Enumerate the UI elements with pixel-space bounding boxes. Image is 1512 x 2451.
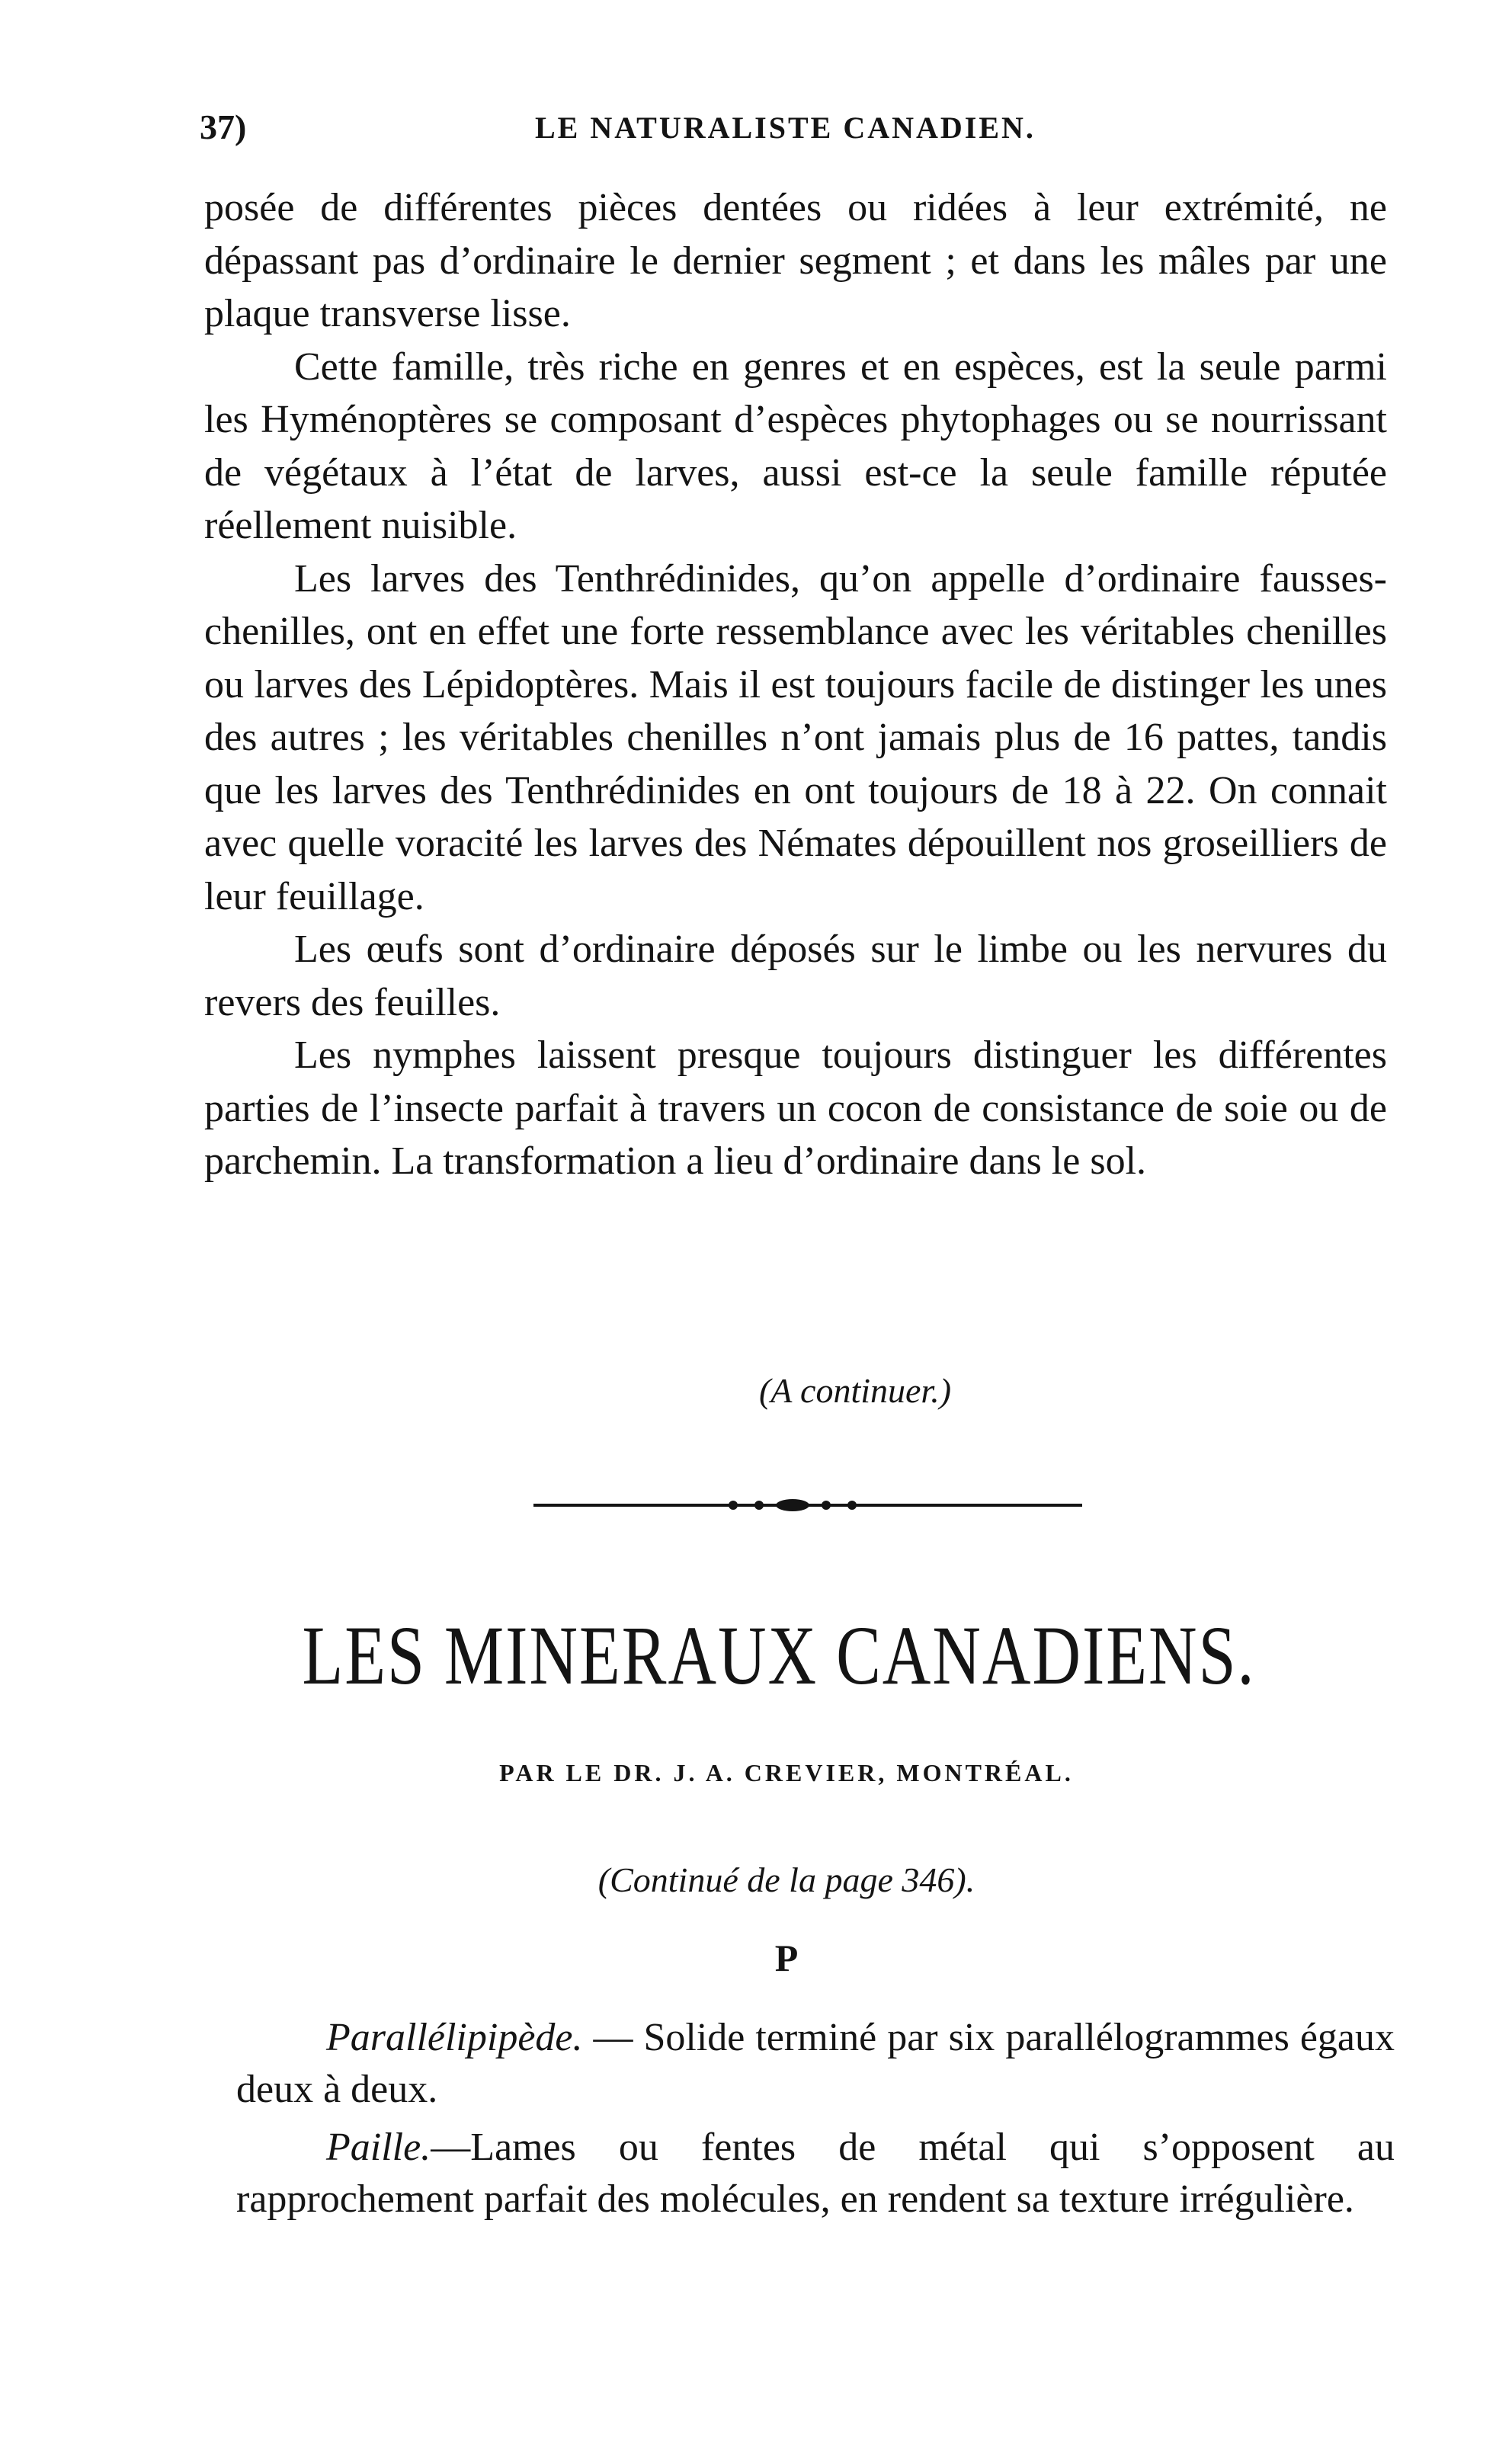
section-letter: P	[774, 1937, 799, 1979]
glossary-entry	[236, 2012, 1395, 2116]
ornamental-divider	[533, 1494, 1082, 1517]
entry-term: Parallélipipède.	[326, 2016, 583, 2059]
running-head: LE NATURALISTE CANADIEN.	[535, 111, 1036, 145]
paragraph: Cette famille, très riche en genres et en espèces, est la seule parmi les Hyménoptères se composant d’espèces phytophages ou se nourrissant de végétaux à l’état de larves, aussi est-ce la seule famille réputée réellement nuisible.	[204, 344, 1387, 547]
article-body	[204, 181, 1387, 1188]
to-be-continued-note	[0, 1370, 1512, 1411]
paragraph: Les larves des Tenthrédinides, qu’on appelle d’ordinaire fausses-chenilles, ont en effet une forte ressemblance avec les véritables chenilles ou larves des Lépidoptères. Mais il est toujours facile de distinger les unes des autres ; les véritables chenilles n’ont jamais plus de 16 pattes, tandis que les larves des Tenthrédinides en ont toujours de 18 à 22. On connait avec quelle voracité les larves des Némates dépouillent nos groseilliers de leur feuillage.	[204, 556, 1387, 918]
glossary-entries	[236, 2012, 1395, 2232]
paragraph: posée de différentes pièces dentées ou ridées à leur extrémité, ne dépassant pas d’ordinaire le dernier segment ; et dans les mâles par une plaque transverse lisse.	[204, 186, 1387, 335]
continued-note-text: (Continué de la page 346).	[597, 1860, 975, 1899]
to-be-continued-text: (A continuer.)	[758, 1371, 952, 1410]
section-title: LES MINERAUX CANADIENS.	[302, 1610, 1256, 1703]
paragraph: Les nymphes laissent presque toujours distinguer les différentes parties de l’insecte parfait à travers un cocon de consistance de soie ou de parchemin. La transformation a lieu d’ordinaire dans le sol.	[204, 1033, 1387, 1183]
entry-definition: — Solide terminé par six parallélogrammes égaux deux à deux.	[236, 2016, 1395, 2111]
page-header	[200, 107, 1389, 152]
continued-note	[0, 1860, 1512, 1900]
author-byline: PAR LE DR. J. A. CREVIER, MONTRÉAL.	[499, 1759, 1074, 1786]
page-number: 37)	[200, 107, 247, 146]
entry-definition: —Lames ou fentes de métal qui s’opposent au rapprochement parfait des molécules, en rendent sa texture irrégulière.	[236, 2126, 1395, 2221]
paragraph: Les œufs sont d’ordinaire déposés sur le limbe ou les nervures du revers des feuilles.	[204, 928, 1387, 1024]
glossary-entry	[236, 2122, 1395, 2225]
entry-term: Paille.	[326, 2126, 431, 2169]
